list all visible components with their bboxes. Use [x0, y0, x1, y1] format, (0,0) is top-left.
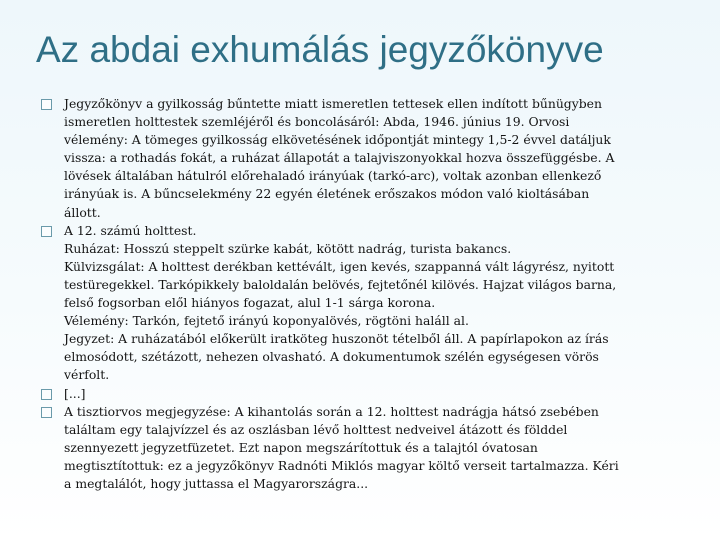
text-line: Vélemény: Tarkón, fejtető irányú koponyalövés, rögtöni haláll al.	[64, 313, 469, 329]
list-item	[40, 95, 680, 222]
text-line: a megtalálót, hogy juttassa el Magyarországra...	[64, 475, 369, 491]
text-line: állott.	[64, 204, 101, 220]
square-bullet-icon	[41, 226, 52, 237]
square-bullet-icon	[41, 99, 52, 110]
text-line: szennyezett jegyzetfüzetet. Ezt napon megszárítottuk és a talajtól óvatosan	[64, 439, 538, 455]
text-line: Jegyzőkönyv a gyilkosság bűntette miatt ismeretlen tettesek ellen indított bűnügyben	[64, 96, 602, 111]
text-line: irányúak is. A bűncselekmény 22 egyén életének erőszakos módon való kioltásában	[64, 186, 590, 202]
text-line: vérfolt.	[64, 367, 110, 383]
text-line: elmosódott, szétázott, nehezen olvasható. A dokumentumok szélén egységesen vörös	[64, 349, 599, 365]
page-title: Az abdai exhumálás jegyzőkönyve	[36, 29, 604, 70]
text-line: A 12. számú holttest.	[64, 222, 197, 238]
list-item	[40, 222, 680, 385]
text-line: megtisztítottuk: ez a jegyzőkönyv Radnóti Miklós magyar költő verseit tartalmazza. Kéri	[64, 457, 619, 473]
text-line: testüregekkel. Tarkópikkely baloldalán belövés, fejtetőnél kilövés. Hajzat világos barna,	[64, 276, 617, 292]
text-line: ismeretlen holttestek szemléjéről és boncolásáról: Abda, 1946. június 19. Orvosi	[64, 114, 570, 130]
square-bullet-icon	[41, 389, 52, 400]
text-line: A tisztiorvos megjegyzése: A kihantolás során a 12. holttest nadrágja hátsó zsebében	[64, 403, 599, 419]
text-line: találtam egy talajvízzel és az oszlásban lévő holttest nedveivel átázott és földdel	[64, 421, 568, 437]
text-line: [...]	[64, 385, 86, 401]
text-line: felső fogsorban elől hiányos fogazat, alul 1-1 sárga korona.	[64, 295, 436, 311]
bullet-list	[40, 95, 680, 493]
text-line: Ruházat: Hosszú steppelt szürke kabát, kötött nadrág, turista bakancs.	[64, 240, 512, 256]
text-line: lövések általában hátulról előrehaladó irányúak (tarkó-arc), voltak azonban ellenkező	[64, 168, 602, 184]
list-item	[40, 403, 680, 493]
text-line: vissza: a rothadás fokát, a ruházat állapotát a talajviszonyokkal hozva összefüggésbe. A	[64, 150, 615, 166]
text-line: Jegyzet: A ruházatából előkerült iratköteg huszonöt tételből áll. A papírlapokon az írás	[64, 331, 609, 347]
text-line: Külvizsgálat: A holttest derékban kettévált, igen kevés, szappanná vált lágyrész, nyitott	[64, 258, 615, 274]
text-line: vélemény: A tömeges gyilkosság elkövetésének időpontját mintegy 1,5-2 évvel datáljuk	[64, 132, 611, 148]
list-item	[40, 385, 680, 403]
square-bullet-icon	[41, 407, 52, 418]
